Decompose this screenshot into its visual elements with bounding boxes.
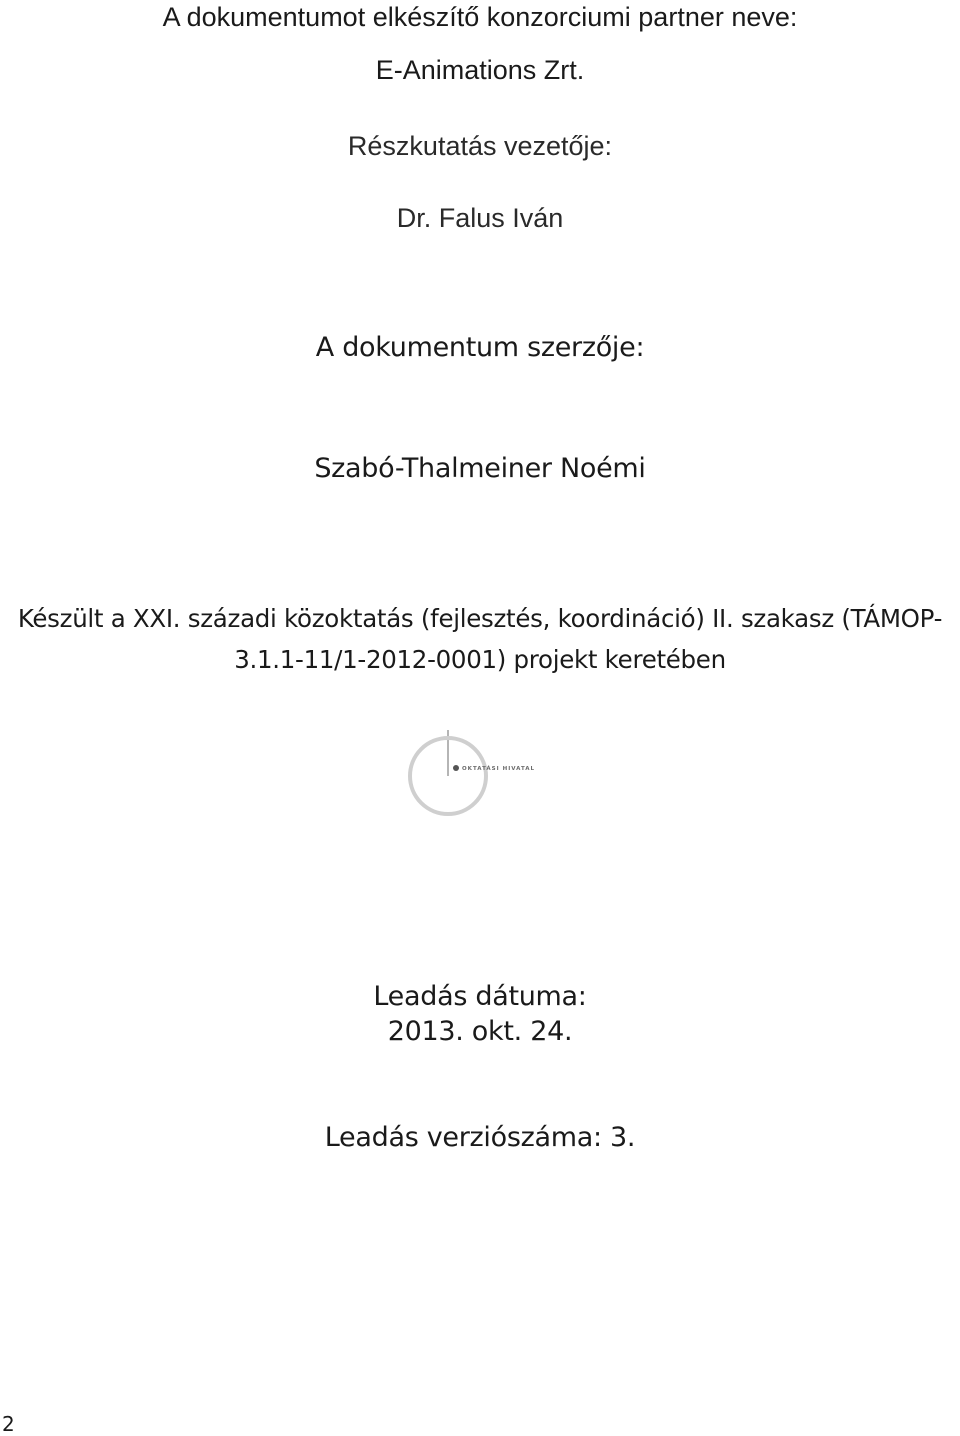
author-name: Szabó-Thalmeiner Noémi [314,453,646,484]
submission-date: 2013. okt. 24. [387,1016,573,1047]
project-description-line1: Készült a XXI. századi közoktatás (fejlesztés, koordináció) II. szakasz (TÁMOP- [17,604,943,633]
logo-graphic [400,728,560,828]
oktatasi-hivatal-logo [400,728,560,828]
submission-date-label: Leadás dátuma: [373,981,587,1012]
research-lead-name: Dr. Falus Iván [396,203,564,233]
author-label: A dokumentum szerzője: [315,332,645,363]
partner-name: E-Animations Zrt. [375,55,585,85]
partner-label: A dokumentumot elkészítő konzorciumi partner neve: [162,2,798,32]
page-number: 2 [2,1412,15,1436]
logo-text: OKTATÁSI HIVATAL [462,766,536,772]
project-description-line2: 3.1.1-11/1-2012-0001) projekt keretében [234,645,726,674]
logo-dot [453,765,459,771]
research-lead-label: Részkutatás vezetője: [347,131,613,161]
submission-version: Leadás verziószáma: 3. [324,1122,636,1153]
